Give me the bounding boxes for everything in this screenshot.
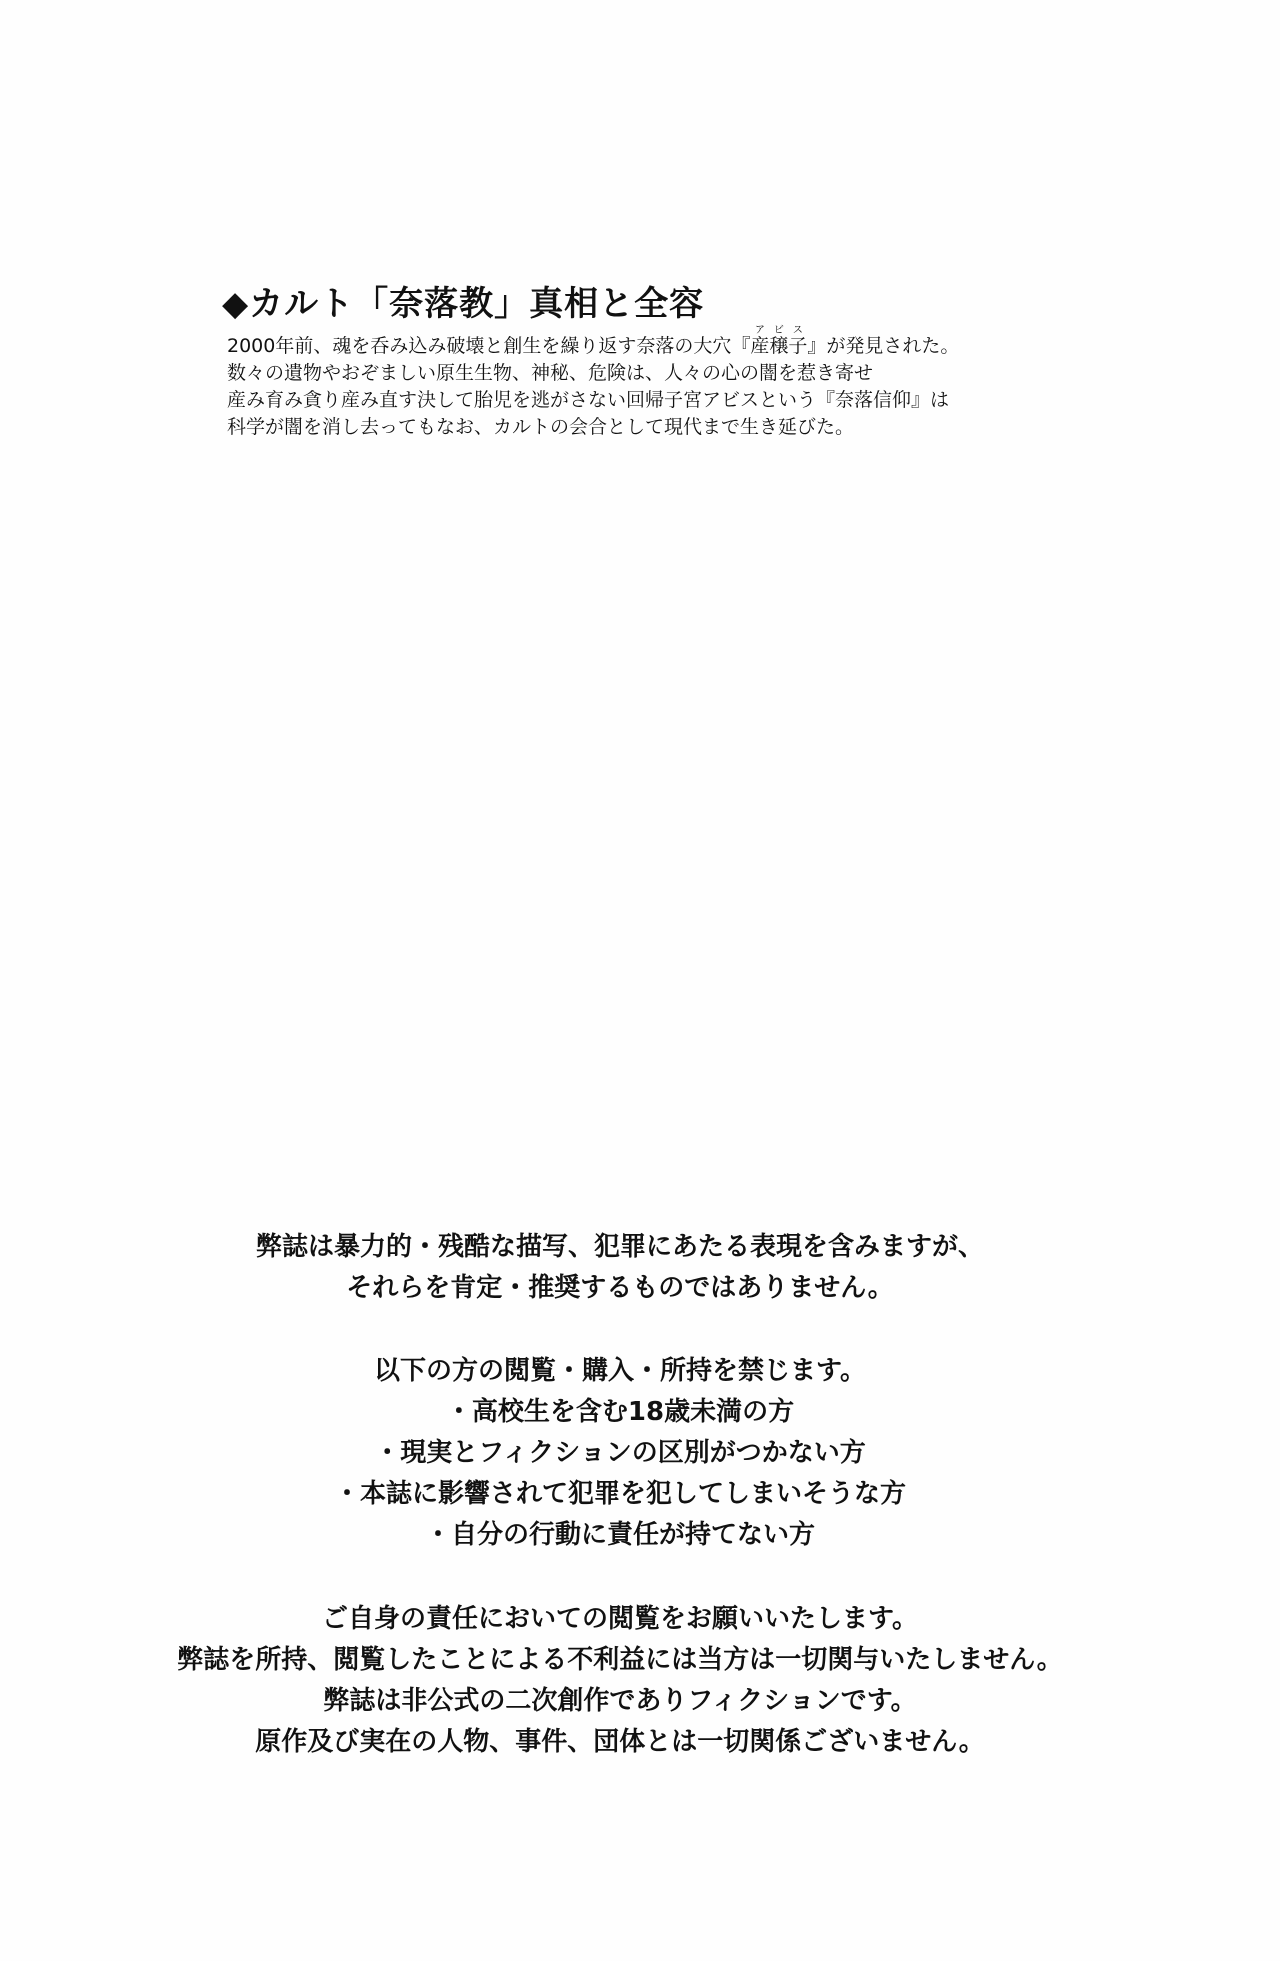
lore-line bbox=[227, 325, 959, 360]
ruby-base: 産穣子 bbox=[750, 335, 808, 357]
responsibility-line: 弊誌を所持、閲覧したことによる不利益には当方は一切関与いたしません。 bbox=[177, 1645, 1063, 1675]
responsibility-block bbox=[0, 1599, 1240, 1763]
restriction-line: ・現実とフィクションの区別がつかない方 bbox=[374, 1438, 866, 1468]
responsibility-line: 弊誌は非公式の二次創作でありフィクションです。 bbox=[323, 1686, 917, 1716]
restriction-line: 以下の方の閲覧・購入・所持を禁じます。 bbox=[374, 1356, 866, 1386]
lore-line-text: 2000年前、魂を呑み込み破壊と創生を繰り返す奈落の大穴『 bbox=[227, 335, 751, 357]
restriction-line: ・高校生を含む18歳未満の方 bbox=[445, 1397, 795, 1427]
lore-line-text: 』が発見された。 bbox=[807, 335, 960, 357]
ruby-term bbox=[750, 325, 808, 357]
ruby-reading: アビス bbox=[750, 325, 808, 336]
lore-text bbox=[227, 325, 959, 441]
disclaimer-line: それらを肯定・推奨するものではありません。 bbox=[346, 1273, 894, 1303]
lore-line: 産み育み貪り産み直す決して胎児を逃がさない回帰子宮アビスという『奈落信仰』は bbox=[227, 389, 950, 411]
responsibility-line: 原作及び実在の人物、事件、団体とは一切関係ございません。 bbox=[255, 1727, 985, 1757]
disclaimer-line: 弊誌は暴力的・残酷な描写、犯罪にあたる表現を含みますが、 bbox=[255, 1232, 984, 1262]
responsibility-line: ご自身の責任においての閲覧をお願いいたします。 bbox=[322, 1604, 918, 1634]
restriction-block bbox=[0, 1351, 1240, 1556]
section-heading: ◆カルト「奈落教」真相と全容 bbox=[222, 284, 705, 324]
restriction-line: ・自分の行動に責任が持てない方 bbox=[424, 1520, 815, 1550]
disclaimer-block bbox=[0, 1227, 1240, 1309]
lore-line: 数々の遺物やおぞましい原生生物、神秘、危険は、人々の心の闇を惹き寄せ bbox=[227, 362, 874, 384]
restriction-line: ・本誌に影響されて犯罪を犯してしまいそうな方 bbox=[333, 1479, 906, 1509]
lore-line: 科学が闇を消し去ってもなお、カルトの会合として現代まで生き延びた。 bbox=[227, 416, 855, 438]
